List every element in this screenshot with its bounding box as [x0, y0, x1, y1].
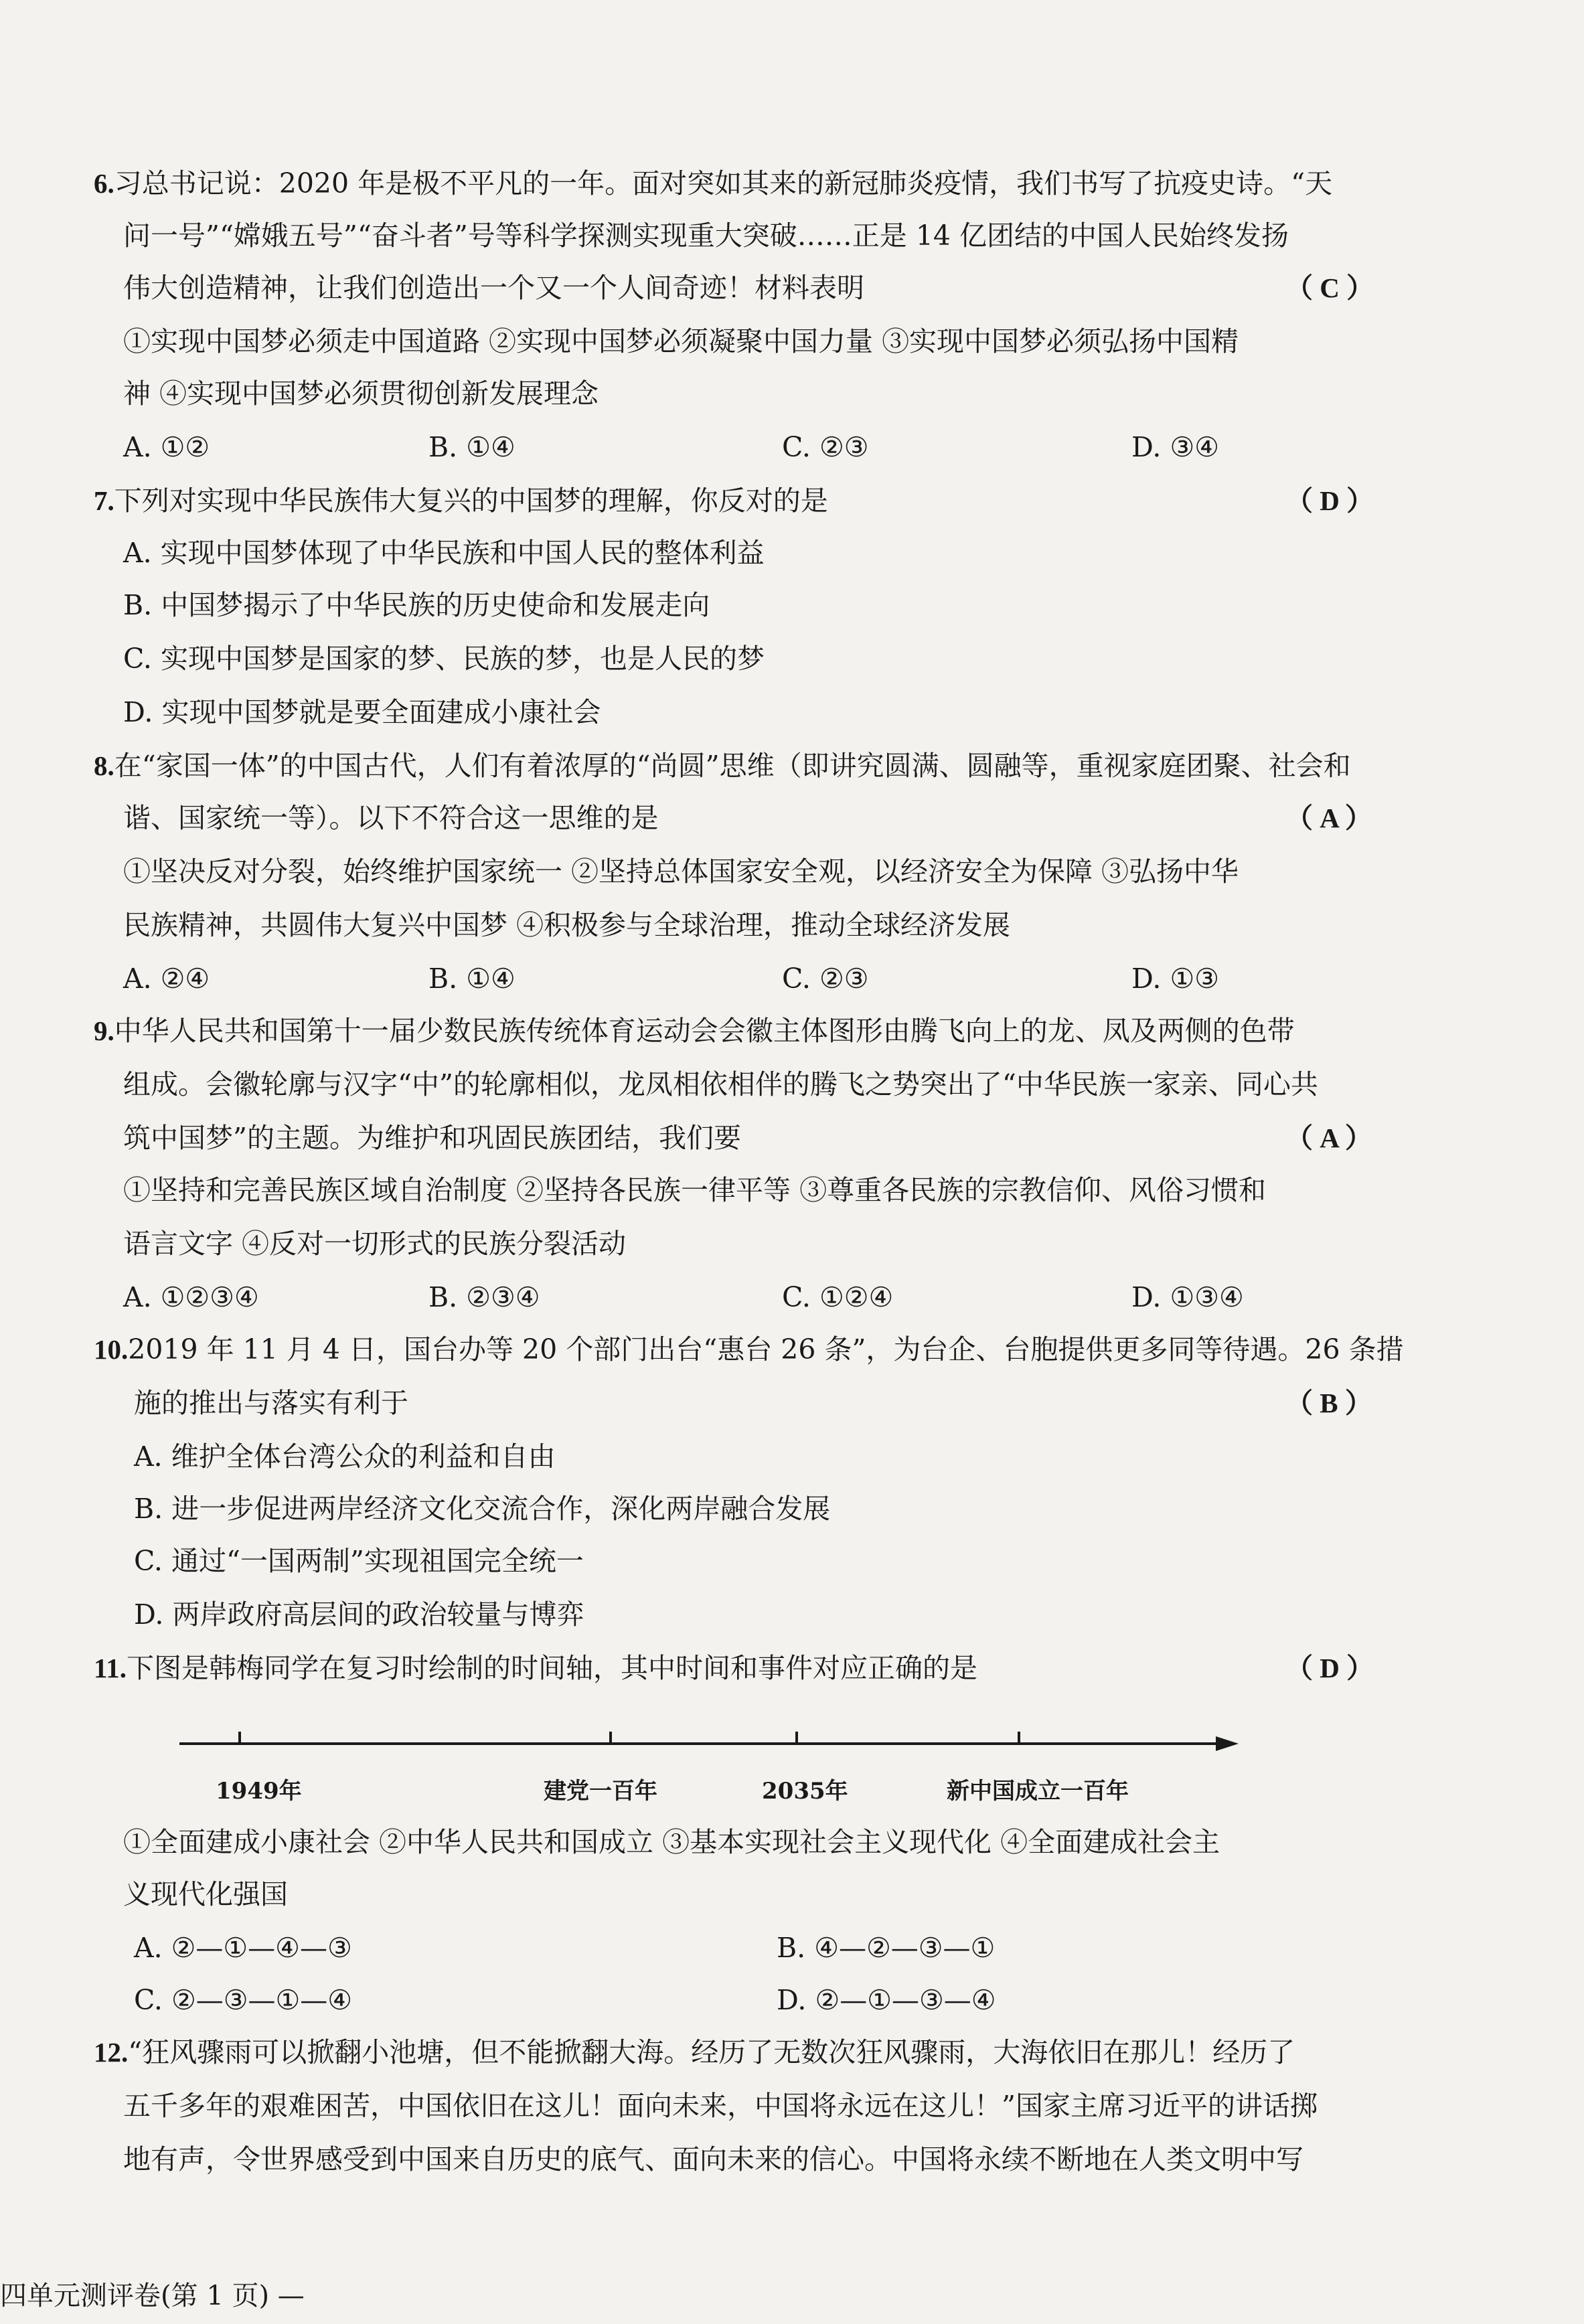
timeline-arrow-icon: [1216, 1736, 1239, 1751]
q8-statements-2: 民族精神，共圆伟大复兴中国梦 ④积极参与全球治理，推动全球经济发展: [123, 909, 1011, 941]
q8-option-b: B. ①④: [428, 963, 516, 995]
q10-answer: （ B ）: [1285, 1388, 1372, 1418]
q6-statements-2: 神 ④实现中国梦必须贯彻创新发展理念: [123, 378, 599, 410]
q12-line-2: 五千多年的艰难困苦，中国依旧在这儿！面向未来，中国将永远在这儿！”国家主席习近平的讲话掷: [123, 2090, 1318, 2122]
q11-option-b: B. ④—②—③—①: [777, 1932, 996, 1964]
q6-line-1: 6.习总书记说：2020 年是极不平凡的一年。面对突如其来的新冠肺炎疫情，我们书写了抗疫史诗。“天: [94, 167, 1333, 199]
q6-statements-1: ①实现中国梦必须走中国道路 ②实现中国梦必须凝聚中国力量 ③实现中国梦必须弘扬中国精: [123, 325, 1239, 357]
q9-option-a: A. ①②③④: [123, 1281, 259, 1313]
q11-statements-2: 义现代化强国: [123, 1878, 288, 1910]
q6-answer: （ C ）: [1285, 272, 1374, 303]
q8-option-c: C. ②③: [782, 963, 869, 995]
q7-option-b: B. 中国梦揭示了中华民族的历史使命和发展走向: [123, 589, 710, 621]
q8-line-1: 8.在“家国一体”的中国古代，人们有着浓厚的“尚圆”思维（即讲究圆满、圆融等，重视家庭团聚、社会和: [94, 750, 1351, 782]
q8-statements-1: ①坚决反对分裂，始终维护国家统一 ②坚持总体国家安全观，以经济安全为保障 ③弘扬中华: [123, 855, 1239, 888]
q8-line-2: 谐、国家统一等）。以下不符合这一思维的是: [123, 802, 659, 834]
timeline-label-prc-centenary: 新中国成立一百年: [947, 1778, 1129, 1805]
q10-option-a: A. 维护全体台湾公众的利益和自由: [134, 1440, 556, 1473]
q9-line-2: 组成。会徽轮廓与汉字“中”的轮廓相似，龙凤相依相伴的腾飞之势突出了“中华民族一家亲、同心共: [123, 1068, 1318, 1100]
q11-option-c: C. ②—③—①—④: [134, 1984, 352, 2016]
q11-line-1: 11.下图是韩梅同学在复习时绘制的时间轴，其中时间和事件对应正确的是: [94, 1652, 977, 1684]
q8-option-d: D. ①③: [1131, 963, 1219, 995]
q9-option-c: C. ①②④: [782, 1281, 894, 1313]
q9-option-b: B. ②③④: [428, 1281, 540, 1313]
q6-option-c: C. ②③: [782, 431, 869, 463]
q9-statements-1: ①坚持和完善民族区域自治制度 ②坚持各民族一律平等 ③尊重各民族的宗教信仰、风俗习惯和: [123, 1174, 1267, 1206]
q10-option-c: C. 通过“一国两制”实现祖国完全统一: [134, 1545, 584, 1577]
q11-option-d: D. ②—①—③—④: [777, 1984, 996, 2016]
timeline-label-1949: 1949年: [216, 1778, 302, 1805]
q8-answer: （ A ）: [1285, 803, 1372, 833]
q7-option-d: D. 实现中国梦就是要全面建成小康社会: [123, 696, 601, 728]
q6-option-b: B. ①④: [428, 431, 516, 463]
q7-option-a: A. 实现中国梦体现了中华民族和中国人民的整体利益: [123, 537, 765, 569]
q9-statements-2: 语言文字 ④反对一切形式的民族分裂活动: [123, 1228, 627, 1260]
q6-line-3: 伟大创造精神，让我们创造出一个又一个人间奇迹！材料表明: [123, 272, 864, 304]
q6-line-2: 问一号”“嫦娥五号”“奋斗者”号等科学探测实现重大突破……正是 14 亿团结的中国人民始终发扬: [123, 220, 1289, 252]
q7-answer: （ D ）: [1285, 485, 1374, 516]
timeline-label-2035: 2035年: [762, 1778, 848, 1805]
timeline-label-party-centenary: 建党一百年: [544, 1778, 657, 1805]
q10-line-1: 10.2019 年 11 月 4 日，国台办等 20 个部门出台“惠台 26 条”，为台企、台胞提供更多同等待遇。26 条措: [94, 1333, 1404, 1365]
q9-option-d: D. ①③④: [1131, 1281, 1244, 1313]
q12-line-3: 地有声，令世界感受到中国来自历史的底气、面向未来的信心。中国将永续不断地在人类文明中写: [123, 2143, 1303, 2175]
q11-answer: （ D ）: [1285, 1653, 1374, 1683]
q11-statements-1: ①全面建成小康社会 ②中华人民共和国成立 ③基本实现社会主义现代化 ④全面建成社会主: [123, 1826, 1220, 1858]
q9-line-1: 9.中华人民共和国第十一届少数民族传统体育运动会会徽主体图形由腾飞向上的龙、凤及两侧的色带: [94, 1015, 1295, 1047]
q11-option-a: A. ②—①—④—③: [134, 1932, 352, 1964]
q9-line-3: 筑中国梦”的主题。为维护和巩固民族团结，我们要: [123, 1122, 741, 1154]
q10-line-2: 施的推出与落实有利于: [134, 1387, 408, 1419]
q6-option-d: D. ③④: [1131, 431, 1219, 463]
q8-option-a: A. ②④: [123, 963, 210, 995]
q6-number: 6.: [94, 168, 114, 199]
q10-option-d: D. 两岸政府高层间的政治较量与博弈: [134, 1598, 584, 1631]
page-footer: 四单元测评卷(第 1 页) —: [0, 2280, 305, 2311]
q9-answer: （ A ）: [1285, 1123, 1372, 1153]
q6-option-a: A. ①②: [123, 431, 210, 463]
q10-option-b: B. 进一步促进两岸经济文化交流合作，深化两岸融合发展: [134, 1493, 831, 1525]
q7-option-c: C. 实现中国梦是国家的梦、民族的梦，也是人民的梦: [123, 643, 765, 675]
q7-line-1: 7.下列对实现中华民族伟大复兴的中国梦的理解，你反对的是: [94, 485, 828, 517]
q12-line-1: 12.“狂风骤雨可以掀翻小池塘，但不能掀翻大海。经历了无数次狂风骤雨，大海依旧在那儿！经历了: [94, 2036, 1295, 2068]
